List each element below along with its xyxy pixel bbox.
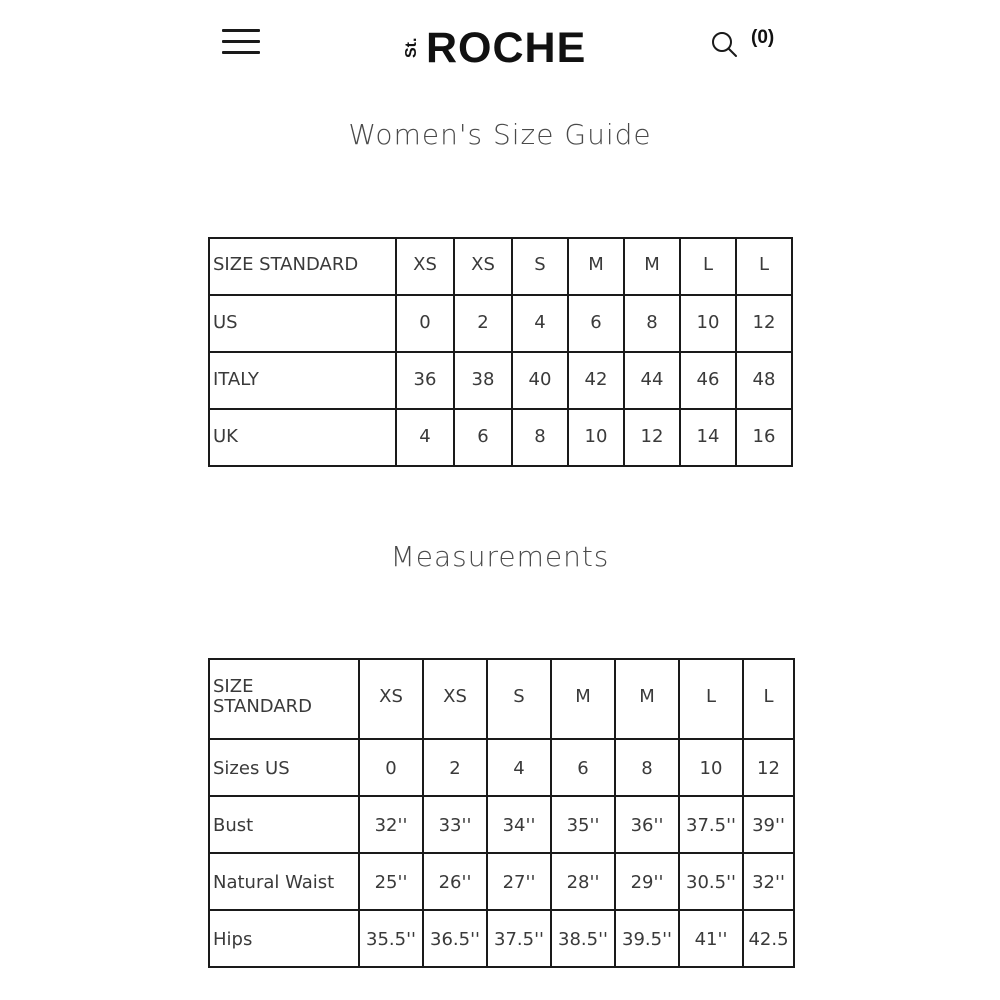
measurements-title: Measurements: [390, 540, 610, 573]
table-cell: 42.5: [743, 910, 794, 967]
column-header-size-standard: SIZE STANDARD: [209, 659, 359, 739]
table-header-row: [209, 659, 794, 739]
table-cell: 0: [359, 739, 423, 796]
table-cell: 46: [680, 352, 736, 409]
table-cell: 2: [423, 739, 487, 796]
table-cell: 10: [679, 739, 743, 796]
column-header-size: XS: [454, 238, 512, 295]
measurements-table: [208, 658, 795, 968]
table-cell: 29'': [615, 853, 679, 910]
column-header-size: M: [551, 659, 615, 739]
table-row: [209, 295, 792, 352]
table-cell: 4: [512, 295, 568, 352]
cart-count[interactable]: (0): [751, 27, 775, 48]
table-cell: 32'': [743, 853, 794, 910]
table-cell: 38.5'': [551, 910, 615, 967]
table-cell: 8: [615, 739, 679, 796]
table-cell: 39'': [743, 796, 794, 853]
table-cell: 39.5'': [615, 910, 679, 967]
column-header-size: L: [679, 659, 743, 739]
table-cell: 6: [551, 739, 615, 796]
table-cell: 6: [568, 295, 624, 352]
row-label: Hips: [209, 910, 359, 967]
table-cell: 37.5'': [487, 910, 551, 967]
column-header-size: XS: [359, 659, 423, 739]
table-cell: 41'': [679, 910, 743, 967]
column-header-size: S: [512, 238, 568, 295]
table-row: [209, 853, 794, 910]
row-label: Sizes US: [209, 739, 359, 796]
table-cell: 10: [568, 409, 624, 466]
column-header-size-standard: SIZE STANDARD: [209, 238, 396, 295]
column-header-size: L: [743, 659, 794, 739]
table-cell: 48: [736, 352, 792, 409]
table-cell: 16: [736, 409, 792, 466]
table-cell: 35.5'': [359, 910, 423, 967]
row-label: UK: [209, 409, 396, 466]
logo-prefix: St.: [403, 37, 420, 58]
column-header-size: M: [624, 238, 680, 295]
table-cell: 34'': [487, 796, 551, 853]
row-label: Bust: [209, 796, 359, 853]
table-cell: 36.5'': [423, 910, 487, 967]
column-header-size: M: [615, 659, 679, 739]
table-cell: 30.5'': [679, 853, 743, 910]
table-row: [209, 409, 792, 466]
table-cell: 12: [736, 295, 792, 352]
table-row: [209, 739, 794, 796]
menu-line: [222, 29, 260, 32]
column-header-size: XS: [396, 238, 454, 295]
column-header-size: L: [680, 238, 736, 295]
table-cell: 27'': [487, 853, 551, 910]
hamburger-menu-icon[interactable]: [222, 29, 260, 57]
table-cell: 32'': [359, 796, 423, 853]
table-cell: 8: [624, 295, 680, 352]
column-header-size: M: [568, 238, 624, 295]
table-cell: 8: [512, 409, 568, 466]
table-cell: 14: [680, 409, 736, 466]
table-cell: 33'': [423, 796, 487, 853]
table-header-row: [209, 238, 792, 295]
table-cell: 36: [396, 352, 454, 409]
table-cell: 4: [487, 739, 551, 796]
table-cell: 26'': [423, 853, 487, 910]
table-cell: 28'': [551, 853, 615, 910]
table-cell: 40: [512, 352, 568, 409]
size-conversion-table: [208, 237, 793, 467]
column-header-size: L: [736, 238, 792, 295]
table-row: [209, 796, 794, 853]
row-label: US: [209, 295, 396, 352]
table-cell: 6: [454, 409, 512, 466]
table-cell: 10: [680, 295, 736, 352]
column-header-size: S: [487, 659, 551, 739]
row-label: Natural Waist: [209, 853, 359, 910]
st-roche-logo[interactable]: [404, 22, 586, 70]
table-cell: 12: [743, 739, 794, 796]
menu-line: [222, 51, 260, 54]
row-label: ITALY: [209, 352, 396, 409]
table-cell: 12: [624, 409, 680, 466]
table-cell: 35'': [551, 796, 615, 853]
page-title: Women's Size Guide: [348, 118, 652, 151]
table-cell: 4: [396, 409, 454, 466]
site-header: [0, 0, 1000, 90]
table-cell: 2: [454, 295, 512, 352]
table-cell: 44: [624, 352, 680, 409]
table-cell: 36'': [615, 796, 679, 853]
table-cell: 0: [396, 295, 454, 352]
menu-line: [222, 40, 260, 43]
table-cell: 42: [568, 352, 624, 409]
column-header-size: XS: [423, 659, 487, 739]
table-row: [209, 910, 794, 967]
logo-name: ROCHE: [426, 24, 587, 72]
search-icon[interactable]: [710, 30, 740, 60]
table-cell: 38: [454, 352, 512, 409]
table-row: [209, 352, 792, 409]
table-cell: 25'': [359, 853, 423, 910]
table-cell: 37.5'': [679, 796, 743, 853]
